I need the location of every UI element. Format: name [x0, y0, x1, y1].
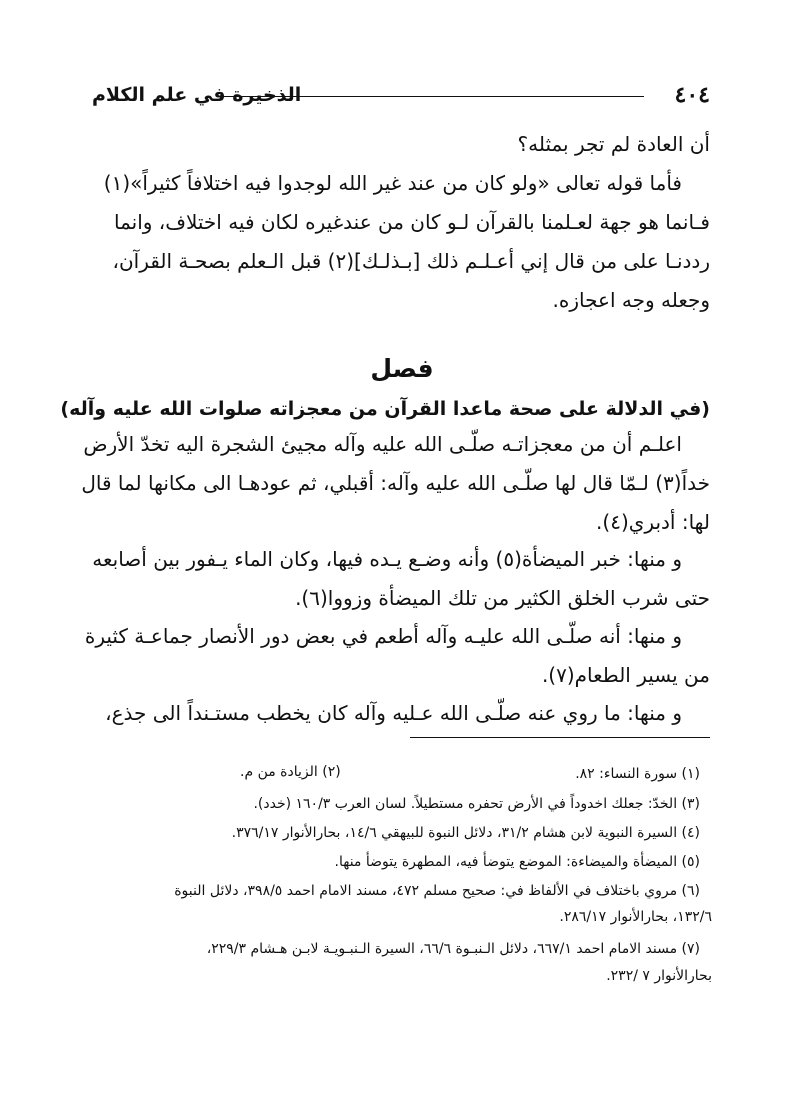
footnote: (٢) الزيادة من م.	[240, 764, 341, 780]
text-line: و منها: ما روي عنه صلّـى الله عـليه وآله كان يخطب مستـنداً الى جذع،	[105, 701, 682, 725]
text-line: من يسير الطعام(٧).	[541, 663, 710, 687]
text-line: خداً(٣) لـمّا قال لها صلّـى الله عليه وآله: أقبلي، ثم عودهـا الى مكانها لما قال	[81, 471, 710, 495]
text-line: فـانما هو جهة لعـلمنا بالقرآن لـو كان من عندغيره لكان فيه اختلاف، وانما	[113, 210, 710, 234]
footnote: (٣) الخدّ: جعلك اخدوداً في الأرض تحفره مستطيلاً. لسان العرب ١٦٠/٣ (خدد).	[253, 796, 700, 812]
text-line: أن العادة لم تجر بمثله؟	[517, 132, 710, 156]
text-line: و منها: خبر الميضأة(٥) وأنه وضـع يـده فيها، وكان الماء يـفور بين أصابعه	[92, 547, 682, 571]
section-subheading: (في الدلالة على صحة ماعدا القرآن من معجزاته صلوات الله عليه وآله)	[60, 398, 710, 420]
footnote: (٥) الميضأة والميضاءة: الموضع يتوضأ فيه، المطهرة يتوضأ منها.	[334, 854, 700, 870]
page-number: ٤٠٤	[674, 82, 710, 108]
text-line: رددنـا على من قال إني أعـلـم ذلك [بـذلـك](٢) قبل الـعلم بصحـة القرآن،	[112, 249, 710, 273]
footnote-rule	[410, 737, 710, 738]
footnote: (٤) السيرة النبوية لابن هشام ٣١/٢، دلائل النبوة للبيهقي ١٤/٦، بحارالأنوار ٣٧٦/١٧.	[231, 825, 700, 841]
text-line: حتى شرب الخلق الكثير من تلك الميضأة وزووا(٦).	[295, 586, 710, 610]
footnote: بحارالأنوار ٧ /٢٣٢.	[606, 968, 712, 984]
section-heading: فصل	[370, 354, 434, 383]
footnote: (١) سورة النساء: ٨٢.	[575, 766, 700, 782]
running-title: الذخيرة في علم الكلام	[92, 84, 302, 106]
text-line: فأما قوله تعالى «ولو كان من عند غير الله لوجدوا فيه اختلافاً كثيراً»(١)	[103, 171, 682, 195]
footnote: (٧) مسند الامام احمد ٦٦٧/١، دلائل الـنبـوة ٦٦/٦، السيرة الـنبـويـة لابـن هـشام ٢٢٩/٣،	[206, 941, 700, 957]
page-header	[92, 82, 710, 112]
text-line: لها: أدبري(٤).	[596, 510, 710, 534]
footnote: ١٣٢/٦، بحارالأنوار ٢٨٦/١٧.	[559, 909, 712, 925]
text-line: اعلـم أن من معجزاتـه صلّـى الله عليه وآله مجيئ الشجرة اليه تخدّ الأرض	[83, 432, 682, 456]
footnote: (٦) مروي باختلاف في الألفاظ في: صحيح مسلم ٤٧٢، مسند الامام احمد ٣٩٨/٥، دلائل النبوة	[174, 883, 700, 899]
text-line: وجعله وجه اعجازه.	[552, 288, 710, 312]
text-line: و منها: أنه صلّـى الله عليـه وآله أطعم في بعض دور الأنصار جماعـة كثيرة	[84, 624, 682, 648]
